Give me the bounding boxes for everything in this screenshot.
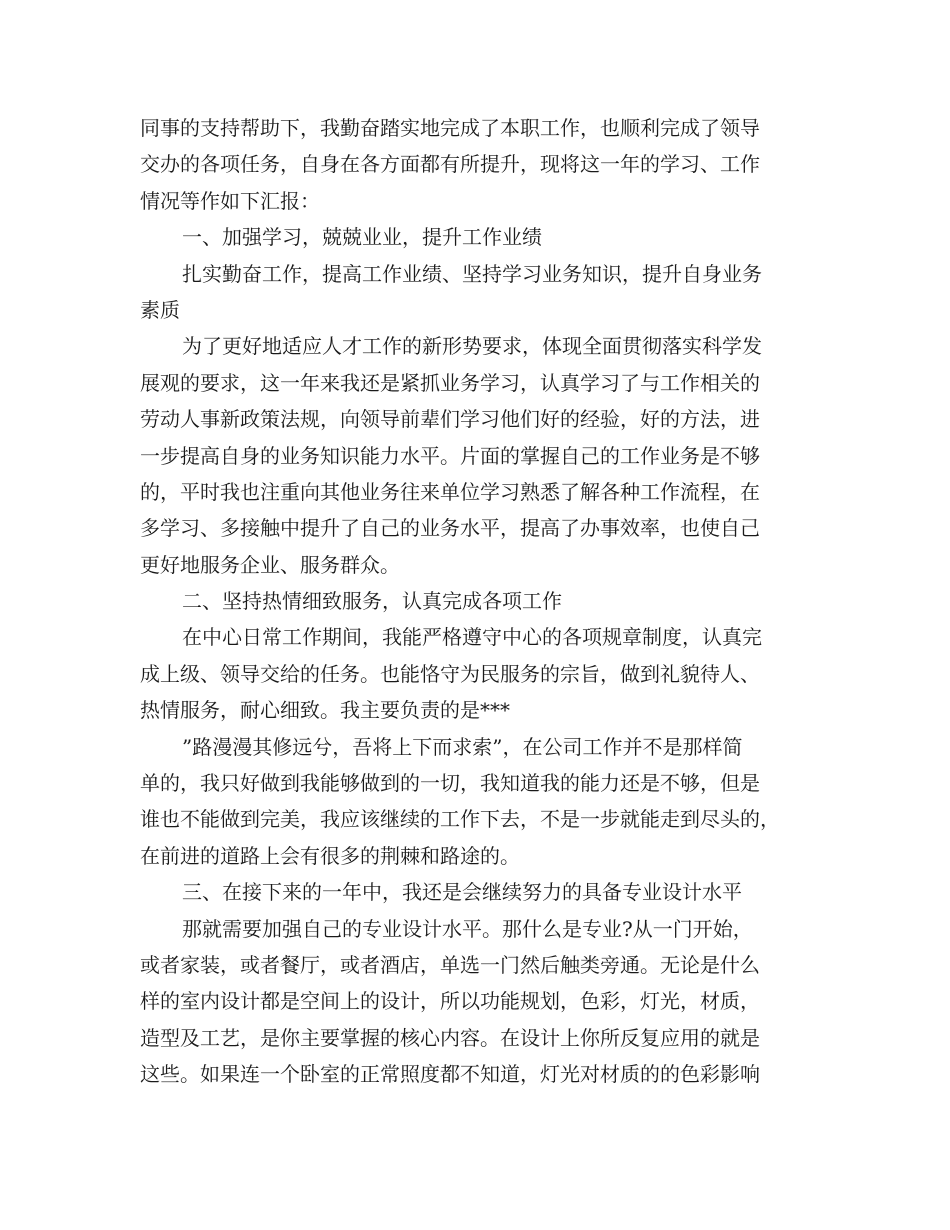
- text-line: ”路漫漫其修远兮，吾将上下而求索”，在公司工作并不是那样简: [182, 734, 743, 759]
- text-line: 的，平时我也注重向其他业务往来单位学习熟悉了解各种工作流程，在: [140, 479, 760, 504]
- text-line: 二、坚持热情细致服务，认真完成各项工作: [182, 589, 562, 614]
- text-line: 展观的要求，这一年来我还是紧抓业务学习，认真学习了与工作相关的: [140, 370, 760, 395]
- text-line: 或者家装，或者餐厅，或者酒店，单选一门然后触类旁通。无论是什么: [140, 952, 760, 977]
- text-line: 更好地服务企业、服务群众。: [140, 552, 400, 577]
- text-line: 情况等作如下汇报：: [140, 188, 320, 213]
- text-line: 素质: [140, 297, 180, 322]
- text-line: 这些。如果连一个卧室的正常照度都不知道，灯光对材质的的色彩影响: [140, 1062, 760, 1087]
- text-line: 那就需要加强自己的专业设计水平。那什么是专业?从一门开始，: [182, 916, 753, 941]
- text-line: 三、在接下来的一年中，我还是会继续努力的具备专业设计水平: [182, 880, 742, 905]
- text-line: 扎实勤奋工作，提高工作业绩、坚持学习业务知识，提升自身业务: [182, 261, 762, 286]
- text-line: 在前进的道路上会有很多的荆棘和路途的。: [140, 843, 520, 868]
- text-line: 交办的各项任务，自身在各方面都有所提升，现将这一年的学习、工作: [140, 152, 760, 177]
- text-line: 在中心日常工作期间，我能严格遵守中心的各项规章制度，认真完: [182, 625, 762, 650]
- document-body: [140, 110, 830, 1093]
- text-line: 造型及工艺，是你主要掌握的核心内容。在设计上你所反复应用的就是: [140, 1025, 760, 1050]
- text-line: 一步提高自身的业务知识能力水平。片面的掌握自己的工作业务是不够: [140, 443, 760, 468]
- text-line: 同事的支持帮助下，我勤奋踏实地完成了本职工作，也顺利完成了领导: [140, 116, 760, 140]
- text-line: 样的室内设计都是空间上的设计，所以功能规划，色彩，灯光，材质，: [140, 989, 760, 1014]
- text-line: 成上级、领导交给的任务。也能恪守为民服务的宗旨，做到礼貌待人、: [140, 661, 760, 686]
- text-line: 多学习、多接触中提升了自己的业务水平，提高了办事效率，也使自己: [140, 516, 760, 541]
- text-line: 为了更好地适应人才工作的新形势要求，体现全面贯彻落实科学发: [182, 334, 762, 359]
- text-line: 谁也不能做到完美，我应该继续的工作下去，不是一步就能走到尽头的，: [140, 807, 780, 832]
- text-line: 一、加强学习，兢兢业业，提升工作业绩: [182, 225, 542, 250]
- text-line: 热情服务，耐心细致。我主要负责的是***: [140, 698, 510, 723]
- text-line: 劳动人事新政策法规，向领导前辈们学习他们好的经验，好的方法，进: [140, 407, 760, 432]
- text-line: 单的，我只好做到我能够做到的一切，我知道我的能力还是不够，但是: [140, 771, 760, 796]
